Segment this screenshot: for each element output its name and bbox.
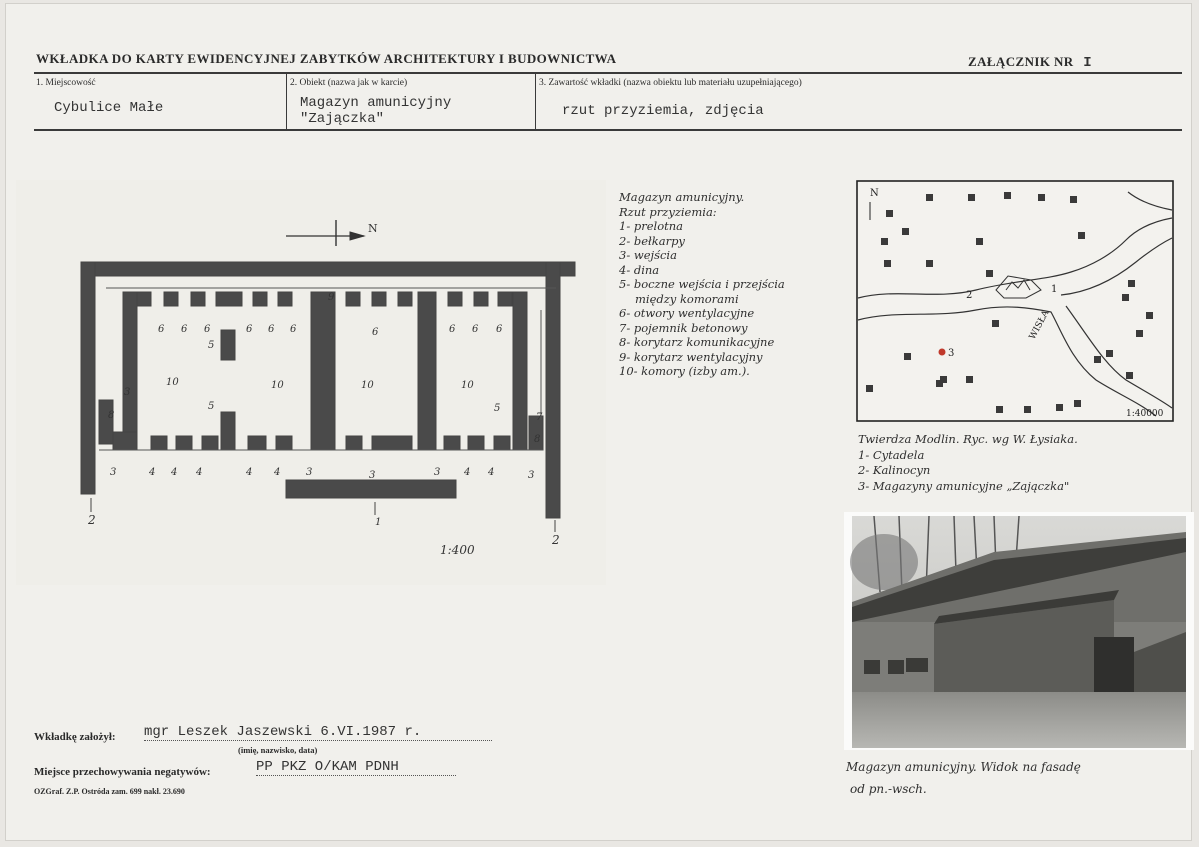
entry-label: 3 — [306, 467, 313, 478]
map-caption-title: Twierdza Modlin. Ryc. wg W. Łysiaka. — [858, 432, 1078, 446]
field-divider-2 — [535, 74, 536, 130]
field-3-label: 3. Zawartość wkładki (nazwa obiektu lub materiału uzupełniającego) — [539, 78, 802, 88]
floor-plan — [16, 180, 606, 585]
legend-item: 4- dina — [619, 262, 660, 277]
marker-2-label: 2 — [966, 290, 973, 301]
annex-label-text: ZAŁĄCZNIK NR — [968, 54, 1074, 69]
plan-legend — [619, 190, 849, 379]
plan-scale: 1:400 — [440, 543, 475, 557]
legend-item: 6- otwory wentylacyjne — [619, 306, 755, 320]
passage-label: 5 — [494, 403, 501, 414]
vent-label: 6 — [181, 324, 188, 335]
field-2-label: 2. Obiekt (nazwa jak w karcie) — [290, 78, 408, 88]
legend-item: 7- pojemnik betonowy — [619, 320, 748, 335]
map-caption-item: 3- Magazyny amunicyjne „Zajączka" — [858, 478, 1070, 493]
map-north-label: N — [870, 188, 879, 199]
north-arrow-icon — [286, 220, 364, 246]
field-1-label: 1. Miejscowość — [36, 78, 96, 88]
form-title: WKŁADKA DO KARTY EWIDENCYJNEJ ZABYTKÓW ARCHITEKTURY I BUDOWNICTWA — [36, 51, 617, 66]
field-2-value-line2: "Zajączka" — [300, 111, 385, 127]
passage-label: 5 — [208, 340, 215, 351]
marker-1-label: 1 — [1051, 284, 1058, 295]
entry-label: 3 — [124, 387, 131, 398]
location-map — [856, 180, 1176, 428]
legend-subtitle: Rzut przyziemia: — [619, 204, 717, 219]
vent-label: 6 — [290, 324, 297, 335]
legend-item: 3- wejścia — [619, 248, 677, 262]
north-label: N — [368, 222, 378, 235]
vent-label: 6 — [472, 324, 479, 335]
legend-item: 10- komory (izby am.). — [619, 364, 750, 378]
section-label: 1 — [375, 517, 382, 528]
vent-label: 6 — [372, 327, 379, 338]
top-label: 9 — [328, 292, 335, 303]
annex-number: I — [1083, 55, 1093, 71]
building-photo — [844, 512, 1194, 750]
room-label: 10 — [461, 380, 474, 391]
annex-label — [968, 54, 1092, 71]
entry-label: 3 — [434, 467, 441, 478]
room-label: 10 — [361, 380, 374, 391]
vent-label: 6 — [158, 324, 165, 335]
legend-item: między komorami — [635, 291, 739, 306]
header-rule — [34, 72, 1182, 74]
print-info: OZGraf. Z.P. Ostróda zam. 699 nakł. 23.690 — [34, 787, 185, 796]
map-scale: 1:40000 — [1126, 409, 1164, 419]
field-2-value-line1: Magazyn amunicyjny — [300, 95, 452, 111]
storage-value: PP PKZ O/KAM PDNH — [256, 759, 456, 776]
field-1-value: Cybulice Małe — [54, 100, 164, 116]
vent-label: 6 — [449, 324, 456, 335]
bottom-label: 4 — [246, 467, 253, 478]
map-caption-item: 2- Kalinocyn — [858, 463, 931, 477]
entry-label: 3 — [528, 470, 535, 481]
entry-label: 3 — [369, 470, 376, 481]
river-label: WISŁA — [1027, 308, 1052, 342]
storage-label: Miejsce przechowywania negatywów: — [34, 766, 211, 778]
inventory-card-insert — [6, 4, 1191, 840]
passage-label: 5 — [208, 401, 215, 412]
bottom-label: 4 — [488, 467, 495, 478]
entry-label: 3 — [110, 467, 117, 478]
room-label: 10 — [271, 380, 284, 391]
field-divider-1 — [286, 74, 287, 130]
vent-label: 6 — [246, 324, 253, 335]
vent-label: 6 — [268, 324, 275, 335]
vent-label: 6 — [204, 324, 211, 335]
photo-caption-line2: od pn.-wsch. — [850, 782, 927, 796]
bottom-label: 4 — [196, 467, 203, 478]
legend-item: 1- prelotna — [619, 219, 684, 233]
author-hint: (imię, nazwisko, data) — [238, 745, 318, 755]
map-caption-item: 1- Cytadela — [858, 447, 925, 462]
room-label: 10 — [166, 377, 179, 388]
connector-label: 8 — [108, 410, 115, 421]
legend-item: 8- korytarz komunikacyjne — [619, 335, 775, 349]
field-3-value: rzut przyziemia, zdjęcia — [562, 103, 764, 119]
fields-rule — [34, 129, 1182, 131]
photo-caption-line1: Magazyn amunicyjny. Widok na fasadę — [846, 760, 1081, 774]
bottom-label: 4 — [171, 467, 178, 478]
legend-title: Magazyn amunicyjny. — [619, 190, 745, 204]
bottom-label: 4 — [149, 467, 156, 478]
axis-label: 2 — [88, 513, 96, 527]
location-map-drawing — [856, 180, 1176, 428]
legend-item: 5- boczne wejścia i przejścia — [619, 277, 785, 291]
connector-label: 8 — [534, 434, 541, 445]
marker-3-label: 3 — [948, 348, 955, 359]
floor-plan-drawing — [16, 180, 606, 585]
legend-item: 2- bełkarpy — [619, 233, 685, 248]
map-caption — [858, 432, 1078, 494]
author-value: mgr Leszek Jaszewski 6.VI.1987 r. — [144, 724, 492, 741]
side-vent-label: 7 — [536, 412, 543, 423]
building-photo-image — [844, 512, 1194, 750]
vent-label: 6 — [496, 324, 503, 335]
author-label: Wkładkę założył: — [34, 731, 116, 743]
legend-item: 9- korytarz wentylacyjny — [619, 349, 763, 364]
photo-caption — [846, 756, 1081, 800]
bottom-label: 4 — [464, 467, 471, 478]
axis-label: 2 — [552, 533, 560, 547]
target-marker-icon — [939, 349, 946, 356]
bottom-label: 4 — [274, 467, 281, 478]
